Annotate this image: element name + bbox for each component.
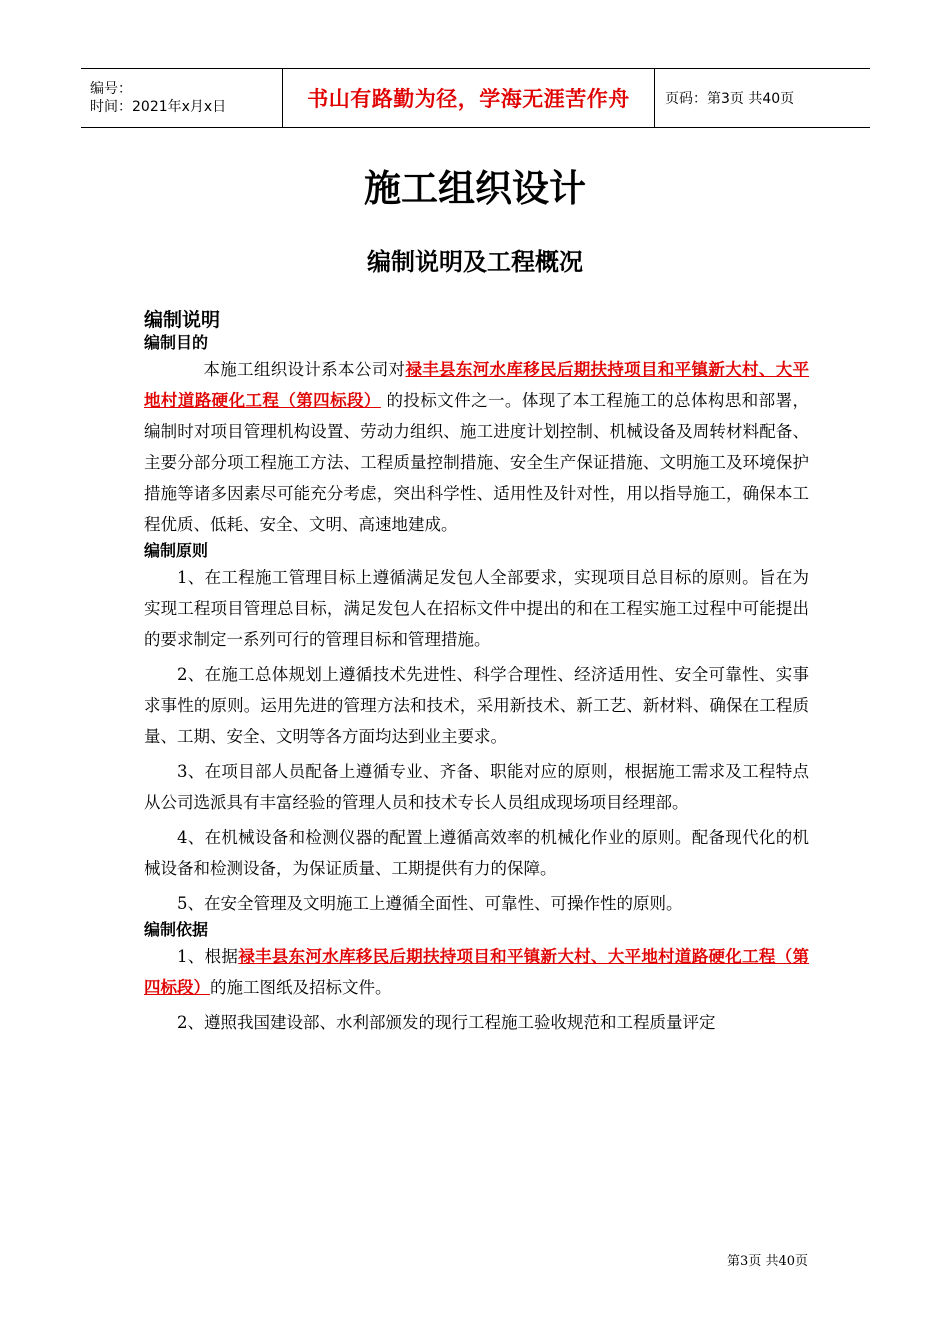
principle-item: 3、在项目部人员配备上遵循专业、齐备、职能对应的原则，根据施工需求及工程特点从公司选派具有丰富经验的管理人员和技术专长人员组成现场项目经理部。 [144,762,809,812]
section-heading: 编制说明 [144,309,221,331]
page-footer: 第3页 共40页 [727,1254,808,1269]
document-subtitle: 编制说明及工程概况 [367,248,583,276]
basis-heading: 编制依据 [144,920,209,939]
principle-item: 5、在安全管理及文明施工上遵循全面性、可靠性、可操作性的原则。 [177,894,683,913]
basis-project-link[interactable]: 禄丰县东河水库移民后期扶持项目和平镇新大村、大平地村道路硬化工程（第四标段） [144,947,809,997]
document-title: 施工组织设计 [364,167,586,210]
purpose-heading: 编制目的 [144,333,209,352]
header-table [81,68,870,128]
project-name-link[interactable]: 禄丰县东河水库移民后期扶持项目和平镇新大村、大平地村道路硬化工程（第四标段） [144,360,810,410]
purpose-paragraph [144,354,809,540]
purpose-text-before: 本施工组织设计系本公司对 [203,360,406,379]
page-info: 页码：第3页 共40页 [665,91,795,107]
time-label: 时间：2021年x月x日 [90,99,227,115]
header-motto-cell [282,69,655,127]
basis-item1-after: 的施工图纸及招标文件。 [210,978,392,997]
purpose-text-after: 的投标文件之一。体现了本工程施工的总体构思和部署，编制时对项目管理机构设置、劳动力组织、施工进度计划控制、机械设备及周转材料配备、主要分部分项工程施工方法、工程质量控制措施、安全生产保证措施、文明施工及环境保护措施等诸多因素尽可能充分考虑，突出科学性、适用性及针对性，用以指导施工，确保本工程优质、低耗、安全、文明、高速地建成。 [144,391,810,534]
motto-text: 书山有路勤为径，学海无涯苦作舟 [307,87,630,111]
document-body [144,308,809,1038]
header-page-cell [655,69,870,127]
basis-item-1 [144,941,809,1003]
code-label: 编号： [90,81,132,97]
principle-item: 2、在施工总体规划上遵循技术先进性、科学合理性、经济适用性、安全可靠性、实事求事性的原则。运用先进的管理方法和技术，采用新技术、新工艺、新材料、确保在工程质量、工期、安全、文明等各方面均达到业主要求。 [144,665,809,746]
basis-item-2: 2、遵照我国建设部、水利部颁发的现行工程施工验收规范和工程质量评定 [177,1013,716,1032]
principles-heading: 编制原则 [144,541,209,560]
principle-item: 1、在工程施工管理目标上遵循满足发包人全部要求，实现项目总目标的原则。旨在为实现工程项目管理总目标，满足发包人在招标文件中提出的和在工程实施工过程中可能提出的要求制定一系列可行的管理目标和管理措施。 [144,568,809,649]
principle-item: 4、在机械设备和检测仪器的配置上遵循高效率的机械化作业的原则。配备现代化的机械设备和检测设备，为保证质量、工期提供有力的保障。 [144,828,809,878]
header-left-cell [81,69,282,127]
basis-item1-before: 1、根据 [177,947,239,966]
